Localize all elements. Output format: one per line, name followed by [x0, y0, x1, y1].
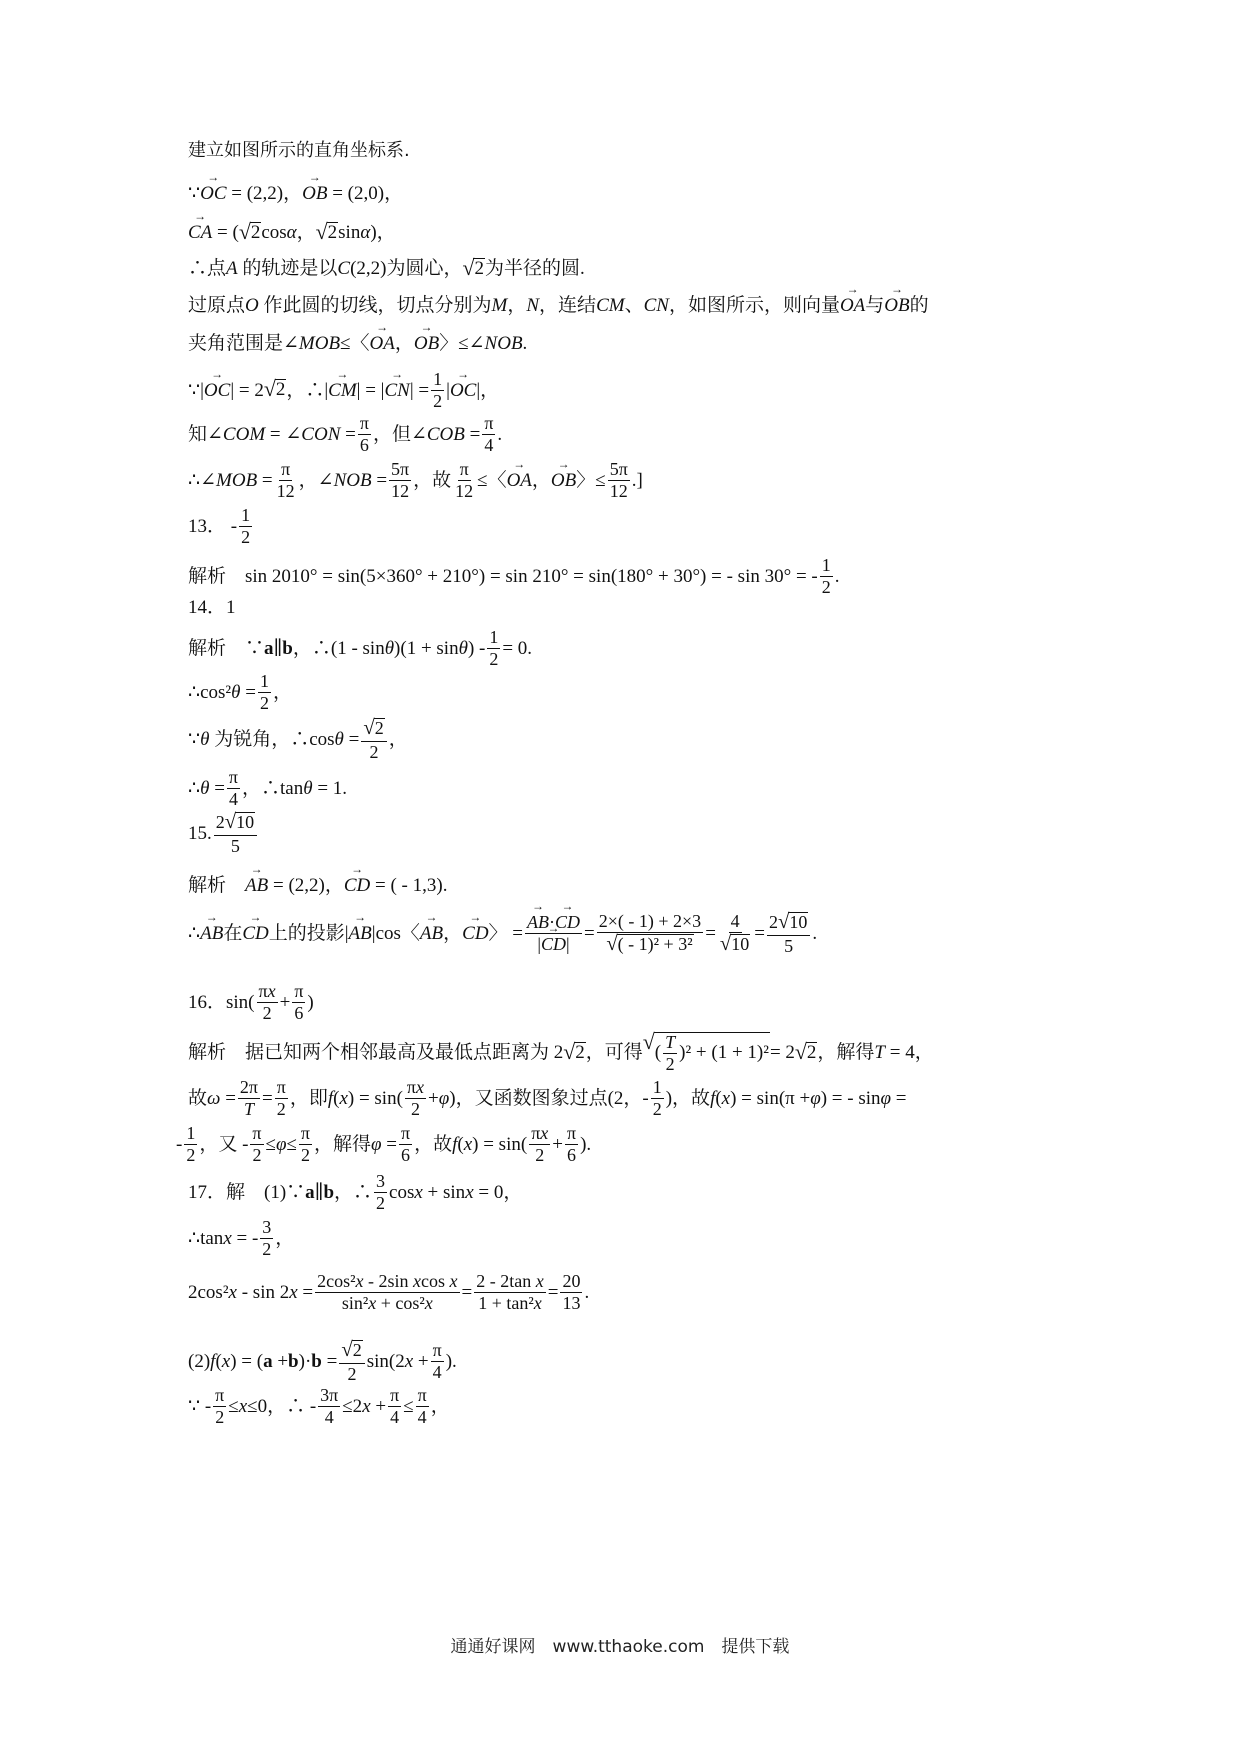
- text-line: 过原点 O 作此圆的切线，切点分别为 M ， N ，连结 CM 、 CN ，如图所示，则向量 → OA 与 → OB 的: [188, 296, 929, 315]
- text-line: 解析 据已知两个相邻最高及最低点距离为 2 √ 2 ，可得 √ ( $\frac{T}{2}$ )² + (1 + 1)² = 2 √ 2 ，解得 T = 4，: [188, 1030, 934, 1074]
- text-line: ∵ - $\frac{\pi}{2}$ ≤ x ≤0，∴ - $\frac{3\pi}{4}$ ≤2 x + $\frac{\pi}{4}$ ≤ $\frac{\pi}{4}$ ，: [188, 1385, 450, 1427]
- text-line: ∴ → AB 在 → CD 上的投影| → AB |cos〈 → AB ， → CD 〉 = → $\frac{AB\cdot\to CD}{|\to CD|}$ = 2×( - 1) + 2×3 √ ( - 1)² + 3² = 4 √ 10 = 2 √ 10 5 .: [188, 912, 817, 956]
- text-line: ∴tan x = - $\frac{3}{2}$ ，: [188, 1217, 295, 1259]
- text-line: 解析 → AB = (2,2)， → CD = ( - 1,3).: [188, 876, 447, 895]
- answer-15: 15. 2 √ 10 5: [188, 812, 259, 856]
- text-line: ∴cos² θ = $\frac{1}{2}$ ，: [188, 671, 292, 713]
- page-footer: 通通好课网 www.tthaoke.com 提供下载: [450, 1637, 790, 1657]
- text-line: ∵| → OC | = 2 √ 2 ，∴| → CM | = | → CN | = $\frac{1}{2}$ | → OC |，: [188, 370, 499, 411]
- text-line: - $\frac{1}{2}$ ，又 - $\frac{\pi}{2}$ ≤ φ ≤ $\frac{\pi}{2}$ ，解得 φ = $\frac{\pi}{6}$ ，故 f ( x ) = sin( $\frac{\pi x}{2}$ + $\frac{\pi}{6}$ ).: [176, 1123, 592, 1165]
- text-line: ∴ θ = $\frac{\pi}{4}$ ，∴tan θ = 1.: [188, 767, 348, 809]
- answer-14: 14．1: [188, 597, 236, 618]
- text-line: ∴点 A 的轨迹是以 C (2,2)为圆心， √ 2 为半径的圆.: [188, 256, 585, 280]
- text-line: 夹角范围是∠ MOB ≤〈 → OA ， → OB 〉≤∠ NOB .: [188, 334, 527, 353]
- text-line: (2) f ( x ) = ( a + b )· b = √ 2 2 sin(2 x + $\frac{\pi}{4}$ ).: [188, 1339, 457, 1384]
- answer-13: 13． - $\frac{1}{2}$: [188, 505, 251, 547]
- text-line: 解析 ∵ a ∥ b ，∴(1 - sin θ )(1 + sin θ ) - $\frac{1}{2}$ = 0.: [188, 627, 533, 669]
- text-line: ∵ → OC = (2,2)， → OB = (2,0)，: [188, 184, 403, 203]
- text-line: 知∠ COM = ∠ CON = $\frac{\pi}{6}$ ，但∠ COB = $\frac{\pi}{4}$ .: [188, 413, 503, 455]
- text-line: 2cos² x - sin 2 x = $\frac{\text{2cos²x - 2sin xcos x}}{\text{sin²x + cos²x}}$ = $\frac{\text{2 - 2tan x}}{\text{1 + tan²x}}$ = $\frac{20}{13}$ .: [188, 1271, 590, 1313]
- answer-16: 16．sin( $\frac{\pi x}{2}$ + $\frac{\pi}{6}$ ): [188, 981, 314, 1023]
- text-line: → CA = ( √ 2 cos α ， √ 2 sin α )，: [188, 222, 396, 244]
- text-line: 故 ω = $\frac{2\pi}{T}$ = $\frac{\pi}{2}$ ，即 f ( x ) = sin( $\frac{\pi x}{2}$ + φ )，又函数图象过点(2，- $\frac{1}{2}$ )，故 f ( x ) = sin(π + φ ) = - sin φ =: [188, 1077, 907, 1119]
- text-line: 解析 sin 2010° = sin(5×360° + 210°) = sin 210° = sin(180° + 30°) = - sin 30° = - $\frac{1}{2}$ .: [188, 555, 840, 597]
- text-line: 建立如图所示的直角坐标系.: [188, 140, 410, 161]
- answer-17: 17．解 (1)∵ a ∥ b ，∴ $\frac{3}{2}$ cos x + sin x = 0，: [188, 1171, 523, 1213]
- text-line: ∴∠ MOB = $\frac{\pi}{12}$ ，∠ NOB = $\frac{5\pi}{12}$ ，故 $\frac{\pi}{12}$ ≤〈 → OA ， → OB 〉≤ $\frac{5\pi}{12}$ .]: [188, 460, 643, 501]
- text-line: ∵ θ 为锐角，∴cos θ = √ 2 2 ，: [188, 717, 408, 762]
